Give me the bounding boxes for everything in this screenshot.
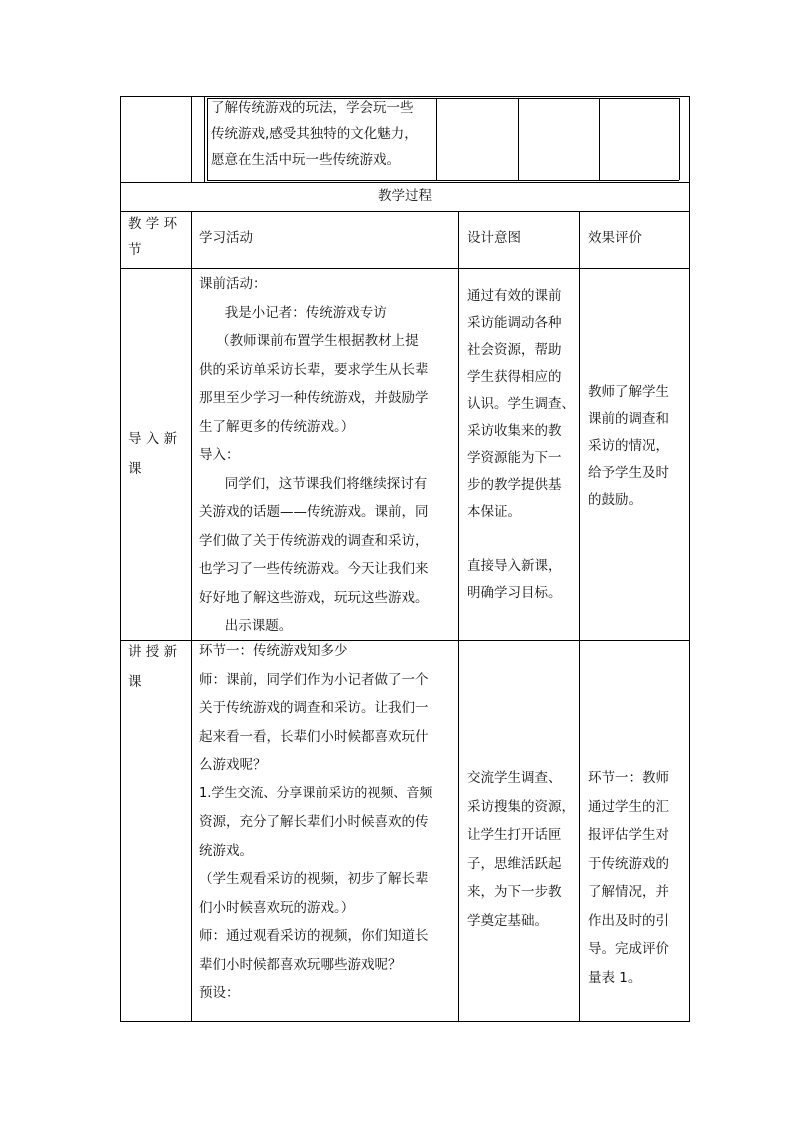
header-stage: 教 学 环 节 bbox=[128, 216, 178, 258]
intent-line: 社会资源，帮助 bbox=[467, 342, 562, 358]
evaluation-line: 导。完成评价 bbox=[588, 941, 669, 957]
top-row-bottom bbox=[120, 182, 690, 183]
top-row-divider-2 bbox=[204, 96, 205, 182]
objective-line: 愿意在生活中玩一些传统游戏。 bbox=[211, 152, 400, 168]
header-intent: 设计意图 bbox=[467, 230, 521, 246]
section-title: 教学过程 bbox=[378, 188, 432, 204]
header-activity: 学习活动 bbox=[199, 230, 253, 246]
activity-line: （教师课前布置学生根据教材上提 bbox=[199, 333, 419, 349]
activity-line: （学生观看采访的视频，初步了解长辈 bbox=[199, 871, 429, 887]
inner-divider-b bbox=[436, 98, 437, 180]
evaluation-line: 环节一：教师 bbox=[588, 770, 669, 786]
activity-line: 关游戏的话题——传统游戏。课前，同 bbox=[199, 504, 429, 520]
activity-line: 好好地了解这些游戏，玩玩这些游戏。 bbox=[199, 589, 429, 606]
intent-line: 学奠定基础。 bbox=[467, 912, 548, 929]
intent-line: 本保证。 bbox=[467, 504, 521, 520]
header-row-bottom bbox=[120, 268, 690, 269]
activity-line: 课前活动： bbox=[199, 276, 267, 292]
intent-line: 直接导入新课， bbox=[467, 558, 562, 574]
row2-activity bbox=[199, 637, 432, 1008]
activity-line: 们小时候喜欢玩的游戏。） bbox=[199, 899, 355, 916]
intent-line: 明确学习目标。 bbox=[467, 585, 562, 601]
activity-line: 资源，充分了解长辈们小时候喜欢的传 bbox=[199, 814, 429, 830]
row2-evaluation bbox=[588, 764, 669, 992]
activity-line: 起来看一看，长辈们小时候都喜欢玩什 bbox=[199, 728, 429, 745]
inner-divider-d bbox=[599, 98, 600, 180]
evaluation-line: 的鼓励。 bbox=[588, 492, 642, 508]
row2-stage: 讲 授 新 课 bbox=[128, 644, 178, 690]
header-evaluation: 效果评价 bbox=[588, 230, 642, 246]
intent-line bbox=[467, 526, 575, 553]
activity-line: 那里至少学习一种传统游戏，并鼓励学 bbox=[199, 390, 429, 406]
table-bottom bbox=[120, 1021, 690, 1022]
evaluation-line: 采访的情况， bbox=[588, 438, 669, 454]
evaluation-line: 教师了解学生 bbox=[588, 384, 669, 400]
activity-line: 师：通过观看采访的视频，你们知道长 bbox=[199, 928, 429, 944]
intent-line: 采访收集来的教 bbox=[467, 423, 562, 439]
activity-line: 导入： bbox=[199, 447, 240, 463]
evaluation-line: 了解情况，并 bbox=[588, 884, 669, 900]
activity-line: 生了解更多的传统游戏。） bbox=[199, 418, 355, 435]
title-row-bottom bbox=[120, 211, 690, 212]
intent-line: 交流学生调查、 bbox=[467, 770, 562, 786]
activity-line: 关于传统游戏的调查和采访。让我们一 bbox=[199, 700, 429, 716]
col-divider-2 bbox=[458, 211, 459, 1022]
activity-line: 师：课前，同学们作为小记者做了一个 bbox=[199, 671, 429, 688]
evaluation-line: 给予学生及时 bbox=[588, 465, 669, 481]
activity-line: 也学习了一些传统游戏。今天让我们来 bbox=[199, 561, 429, 577]
activity-line: 供的采访单采访长辈，要求学生从长辈 bbox=[199, 361, 429, 378]
intent-line: 来，为下一步教 bbox=[467, 884, 562, 900]
objective-line: 了解传统游戏的玩法，学会玩一些 bbox=[211, 100, 414, 116]
activity-line: 统游戏。 bbox=[199, 842, 253, 859]
evaluation-line: 通过学生的汇 bbox=[588, 798, 669, 815]
col-divider-1 bbox=[191, 211, 192, 1022]
inner-divider-a bbox=[207, 98, 208, 180]
top-row-divider-1 bbox=[191, 96, 192, 182]
evaluation-line: 报评估学生对 bbox=[588, 827, 669, 843]
activity-line: 我是小记者：传统游戏专访 bbox=[199, 304, 387, 321]
activity-line: 辈们小时候都喜欢玩哪些游戏呢？ bbox=[199, 956, 402, 973]
intent-line: 学生获得相应的 bbox=[467, 369, 562, 385]
col-divider-3 bbox=[579, 211, 580, 1022]
evaluation-line: 于传统游戏的 bbox=[588, 855, 669, 872]
intent-line: 学资源能为下一 bbox=[467, 450, 562, 466]
evaluation-line: 作出及时的引 bbox=[588, 912, 669, 929]
activity-line: 么游戏呢？ bbox=[199, 757, 267, 773]
objective-text bbox=[211, 97, 418, 172]
intent-line: 让学生打开话匣 bbox=[467, 827, 562, 843]
intent-line: 认识。学生调查、 bbox=[467, 396, 575, 412]
intent-line: 子，思维活跃起 bbox=[467, 855, 562, 872]
border-left bbox=[120, 96, 121, 1022]
intent-line: 通过有效的课前 bbox=[467, 288, 562, 304]
row1-stage: 导 入 新 课 bbox=[128, 431, 178, 477]
activity-line: 出示课题。 bbox=[199, 618, 293, 634]
inner-divider-c bbox=[518, 98, 519, 180]
intent-line: 步的教学提供基 bbox=[467, 477, 562, 493]
activity-line: 学们做了关于传统游戏的调查和采访， bbox=[199, 532, 429, 549]
evaluation-line: 课前的调查和 bbox=[588, 411, 669, 427]
inner-bottom-line bbox=[207, 180, 679, 181]
row1-activity bbox=[199, 270, 429, 641]
row1-intent bbox=[467, 283, 575, 607]
objective-line: 传统游戏,感受其独特的文化魅力， bbox=[211, 126, 418, 142]
activity-line: 预设： bbox=[199, 985, 240, 1001]
border-right bbox=[689, 96, 690, 1022]
activity-line: 环节一：传统游戏知多少 bbox=[199, 643, 348, 659]
activity-line: 同学们，这节课我们将继续探讨有 bbox=[199, 475, 428, 492]
activity-line: 1.学生交流、分享课前采访的视频、音频 bbox=[199, 785, 433, 801]
intent-line: 采访搜集的资源， bbox=[467, 798, 575, 815]
row1-evaluation bbox=[588, 379, 669, 514]
intent-line: 采访能调动各种 bbox=[467, 315, 562, 331]
evaluation-line: 量表 1。 bbox=[588, 969, 642, 986]
row2-intent bbox=[467, 764, 575, 935]
inner-divider-e bbox=[679, 98, 680, 180]
